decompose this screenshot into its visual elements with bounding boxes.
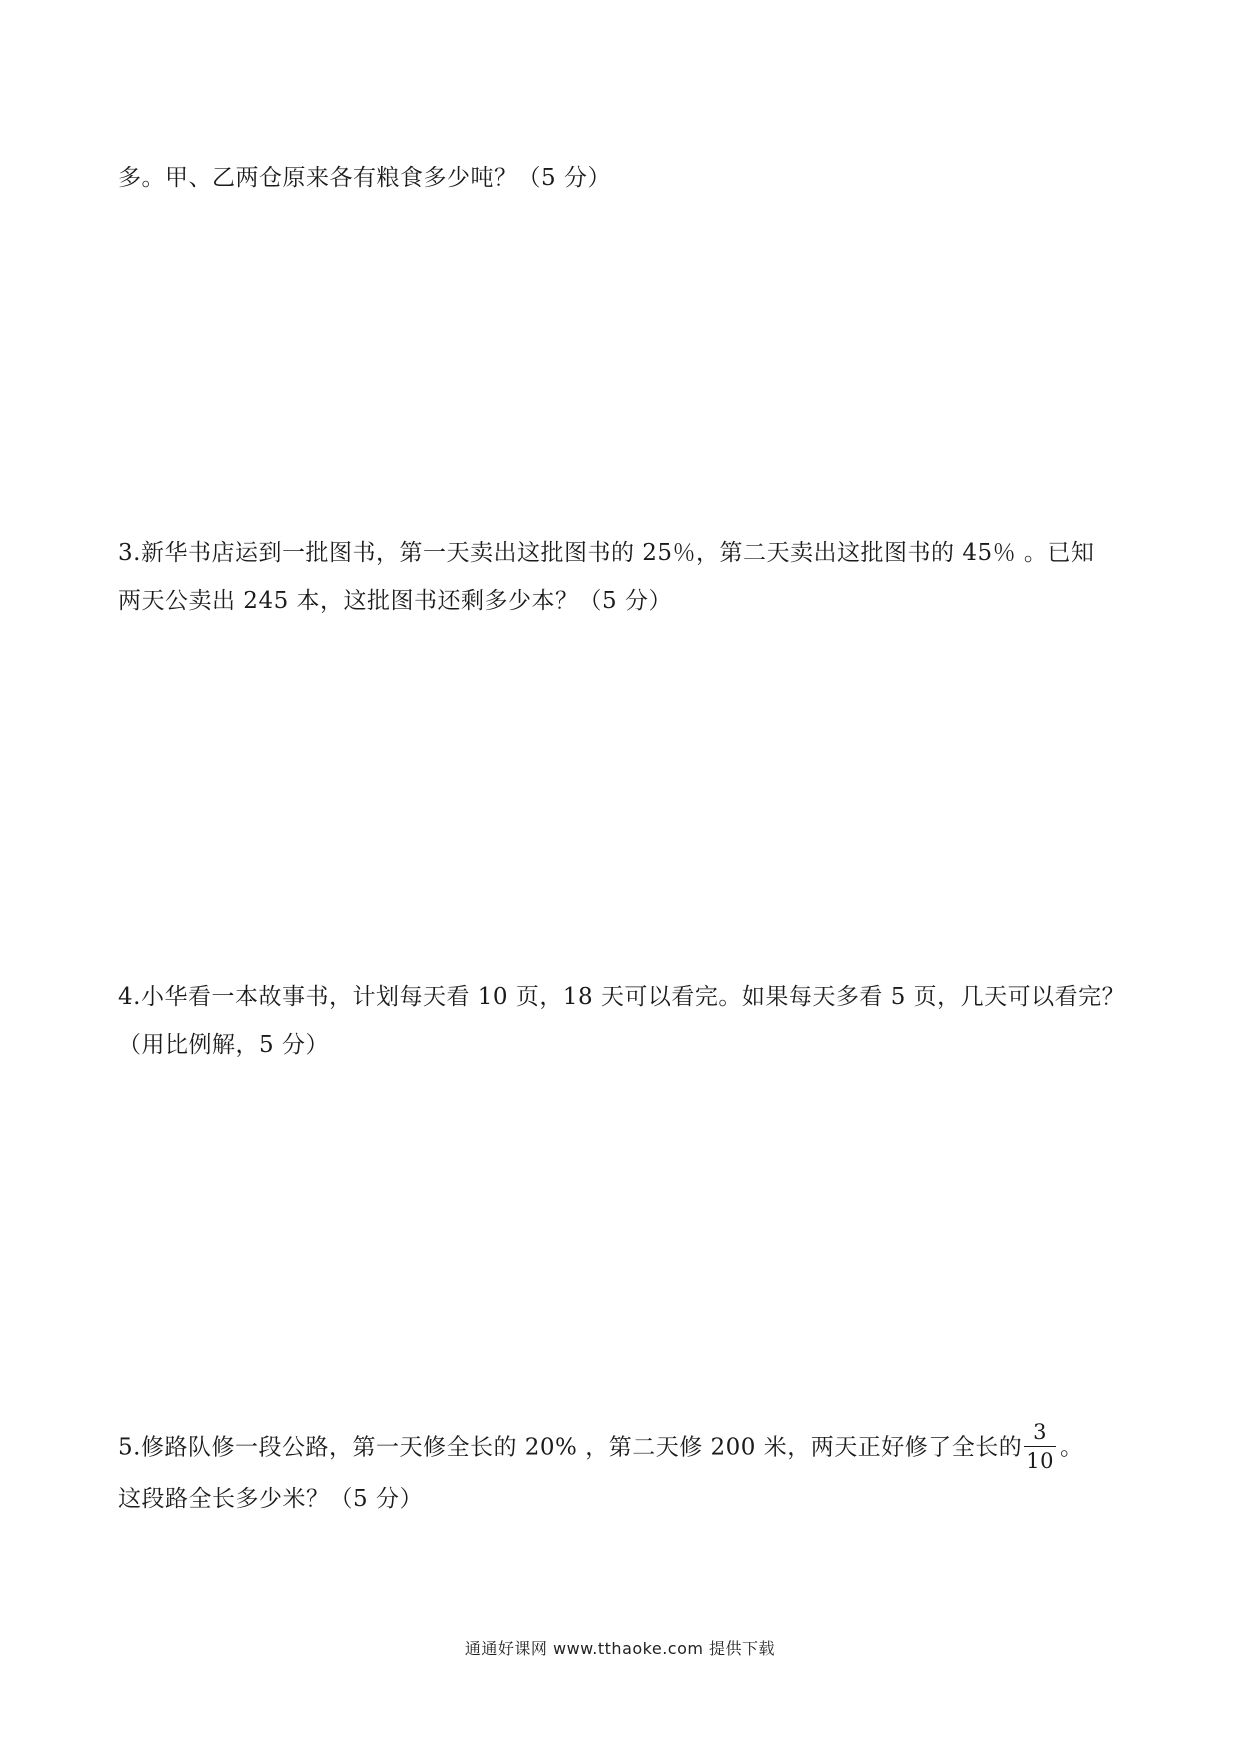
question-5-line-1-text: 5.修路队修一段公路，第一天修全长的 20% ，第二天修 200 米，两天正好修了全长的: [118, 1434, 1023, 1461]
fraction-bar: [1024, 1446, 1056, 1447]
question-5-line-1-end: 。: [1059, 1434, 1084, 1461]
fraction-denominator: 10: [1026, 1449, 1054, 1473]
page-footer: 通通好课网 www.tthaoke.com 提供下载: [464, 1639, 776, 1658]
question-5-line-1: [118, 1422, 1083, 1475]
question-4-line-1: 4.小华看一本故事书，计划每天看 10 页，18 天可以看完。如果每天多看 5 页，几天可以看完？: [118, 984, 1126, 1010]
question-5-line-2: 这段路全长多少米？（5 分）: [118, 1486, 423, 1512]
question-2-line-2: 多。甲、乙两仓原来各有粮食多少吨？（5 分）: [118, 165, 611, 191]
question-4-line-2: （用比例解，5 分）: [118, 1032, 329, 1058]
question-3-line-1: 3.新华书店运到一批图书，第一天卖出这批图书的 25％，第二天卖出这批图书的 45％ 。已知: [118, 540, 1095, 566]
fraction-three-tenths: [1024, 1420, 1056, 1473]
question-3-line-2: 两天公卖出 245 本，这批图书还剩多少本？（5 分）: [118, 588, 672, 614]
fraction-numerator: 3: [1033, 1420, 1048, 1444]
